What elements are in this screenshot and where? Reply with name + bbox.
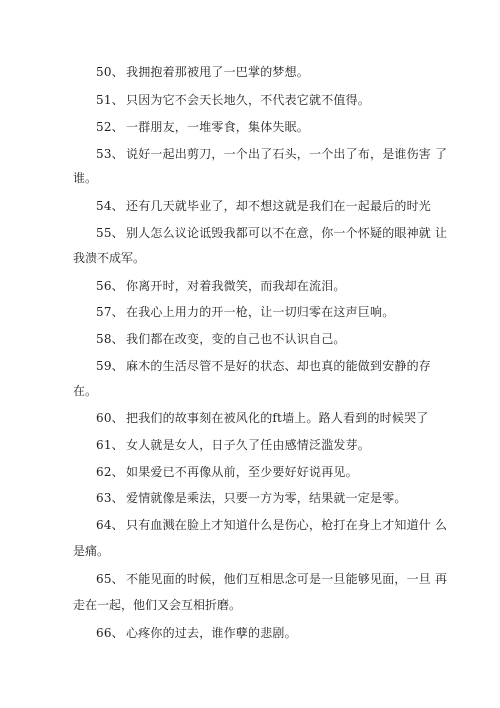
item-text: 说好一起出剪刀，一个出了石头，一个出了布，是谁伤害 了: [126, 147, 448, 161]
item-number: 62、: [96, 465, 124, 479]
item-text-continuation: 在。: [73, 384, 98, 398]
item-text-continuation: 走在一起，他们又会互相折磨。: [73, 598, 242, 612]
item-text-continuation: 我溃不成军。: [73, 251, 146, 265]
item-text: 如果爱已不再像从前，至少要好好说再见。: [126, 465, 358, 479]
item-number: 53、: [96, 147, 124, 161]
item-text: 你离开时，对着我微笑，而我却在流泪。: [126, 279, 346, 293]
item-text: 我们都在改变，变的自己也不认识自己。: [126, 332, 346, 346]
item-number: 56、: [96, 279, 124, 293]
item-number: 54、: [96, 199, 124, 213]
item-text: 只有血溅在脸上才知道什么是伤心，枪打在身上才知道什 么: [126, 518, 448, 532]
item-number: 66、: [96, 626, 124, 640]
item-number: 61、: [96, 438, 124, 452]
item-number: 50、: [96, 65, 124, 79]
item-number: 51、: [96, 93, 124, 107]
item-text: 在我心上用力的开一枪，让一切归零在这声巨响。: [126, 305, 395, 319]
item-number: 52、: [96, 120, 124, 134]
item-text: 爱情就像是乘法，只要一方为零，结果就一定是零。: [126, 491, 407, 505]
item-text: 麻木的生活尽管不是好的状态、却也真的能做到安静的存: [126, 359, 432, 373]
item-text: 别人怎么议论诋毁我都可以不在意，你一个怀疑的眼神就 让: [126, 226, 448, 240]
item-text-continuation: 谁。: [73, 171, 98, 185]
item-text: 我拥抱着那被甩了一巴掌的梦想。: [126, 65, 310, 79]
item-number: 55、: [96, 226, 124, 240]
item-number: 57、: [96, 305, 124, 319]
item-number: 63、: [96, 491, 124, 505]
item-text: 只因为它不会天长地久，不代表它就不值得。: [126, 93, 371, 107]
item-text: 把我们的故事刻在被风化的ft墙上。路人看到的时候哭了: [126, 411, 429, 425]
item-number: 60、: [96, 411, 124, 425]
item-text: 女人就是女人，日子久了任由感情泛滥发芽。: [126, 438, 371, 452]
item-text: 一群朋友，一堆零食，集体失眠。: [126, 120, 310, 134]
item-number: 64、: [96, 518, 124, 532]
item-text: 心疼你的过去，谁作孽的悲剧。: [126, 626, 297, 640]
item-text: 不能见面的时候，他们互相思念可是一旦能够见面，一旦 再: [126, 572, 448, 586]
item-number: 58、: [96, 332, 124, 346]
item-number: 59、: [96, 359, 124, 373]
item-text-continuation: 是痛。: [73, 544, 110, 558]
item-number: 65、: [96, 572, 124, 586]
item-text: 还有几天就毕业了，却不想这就是我们在一起最后的时光: [126, 199, 432, 213]
